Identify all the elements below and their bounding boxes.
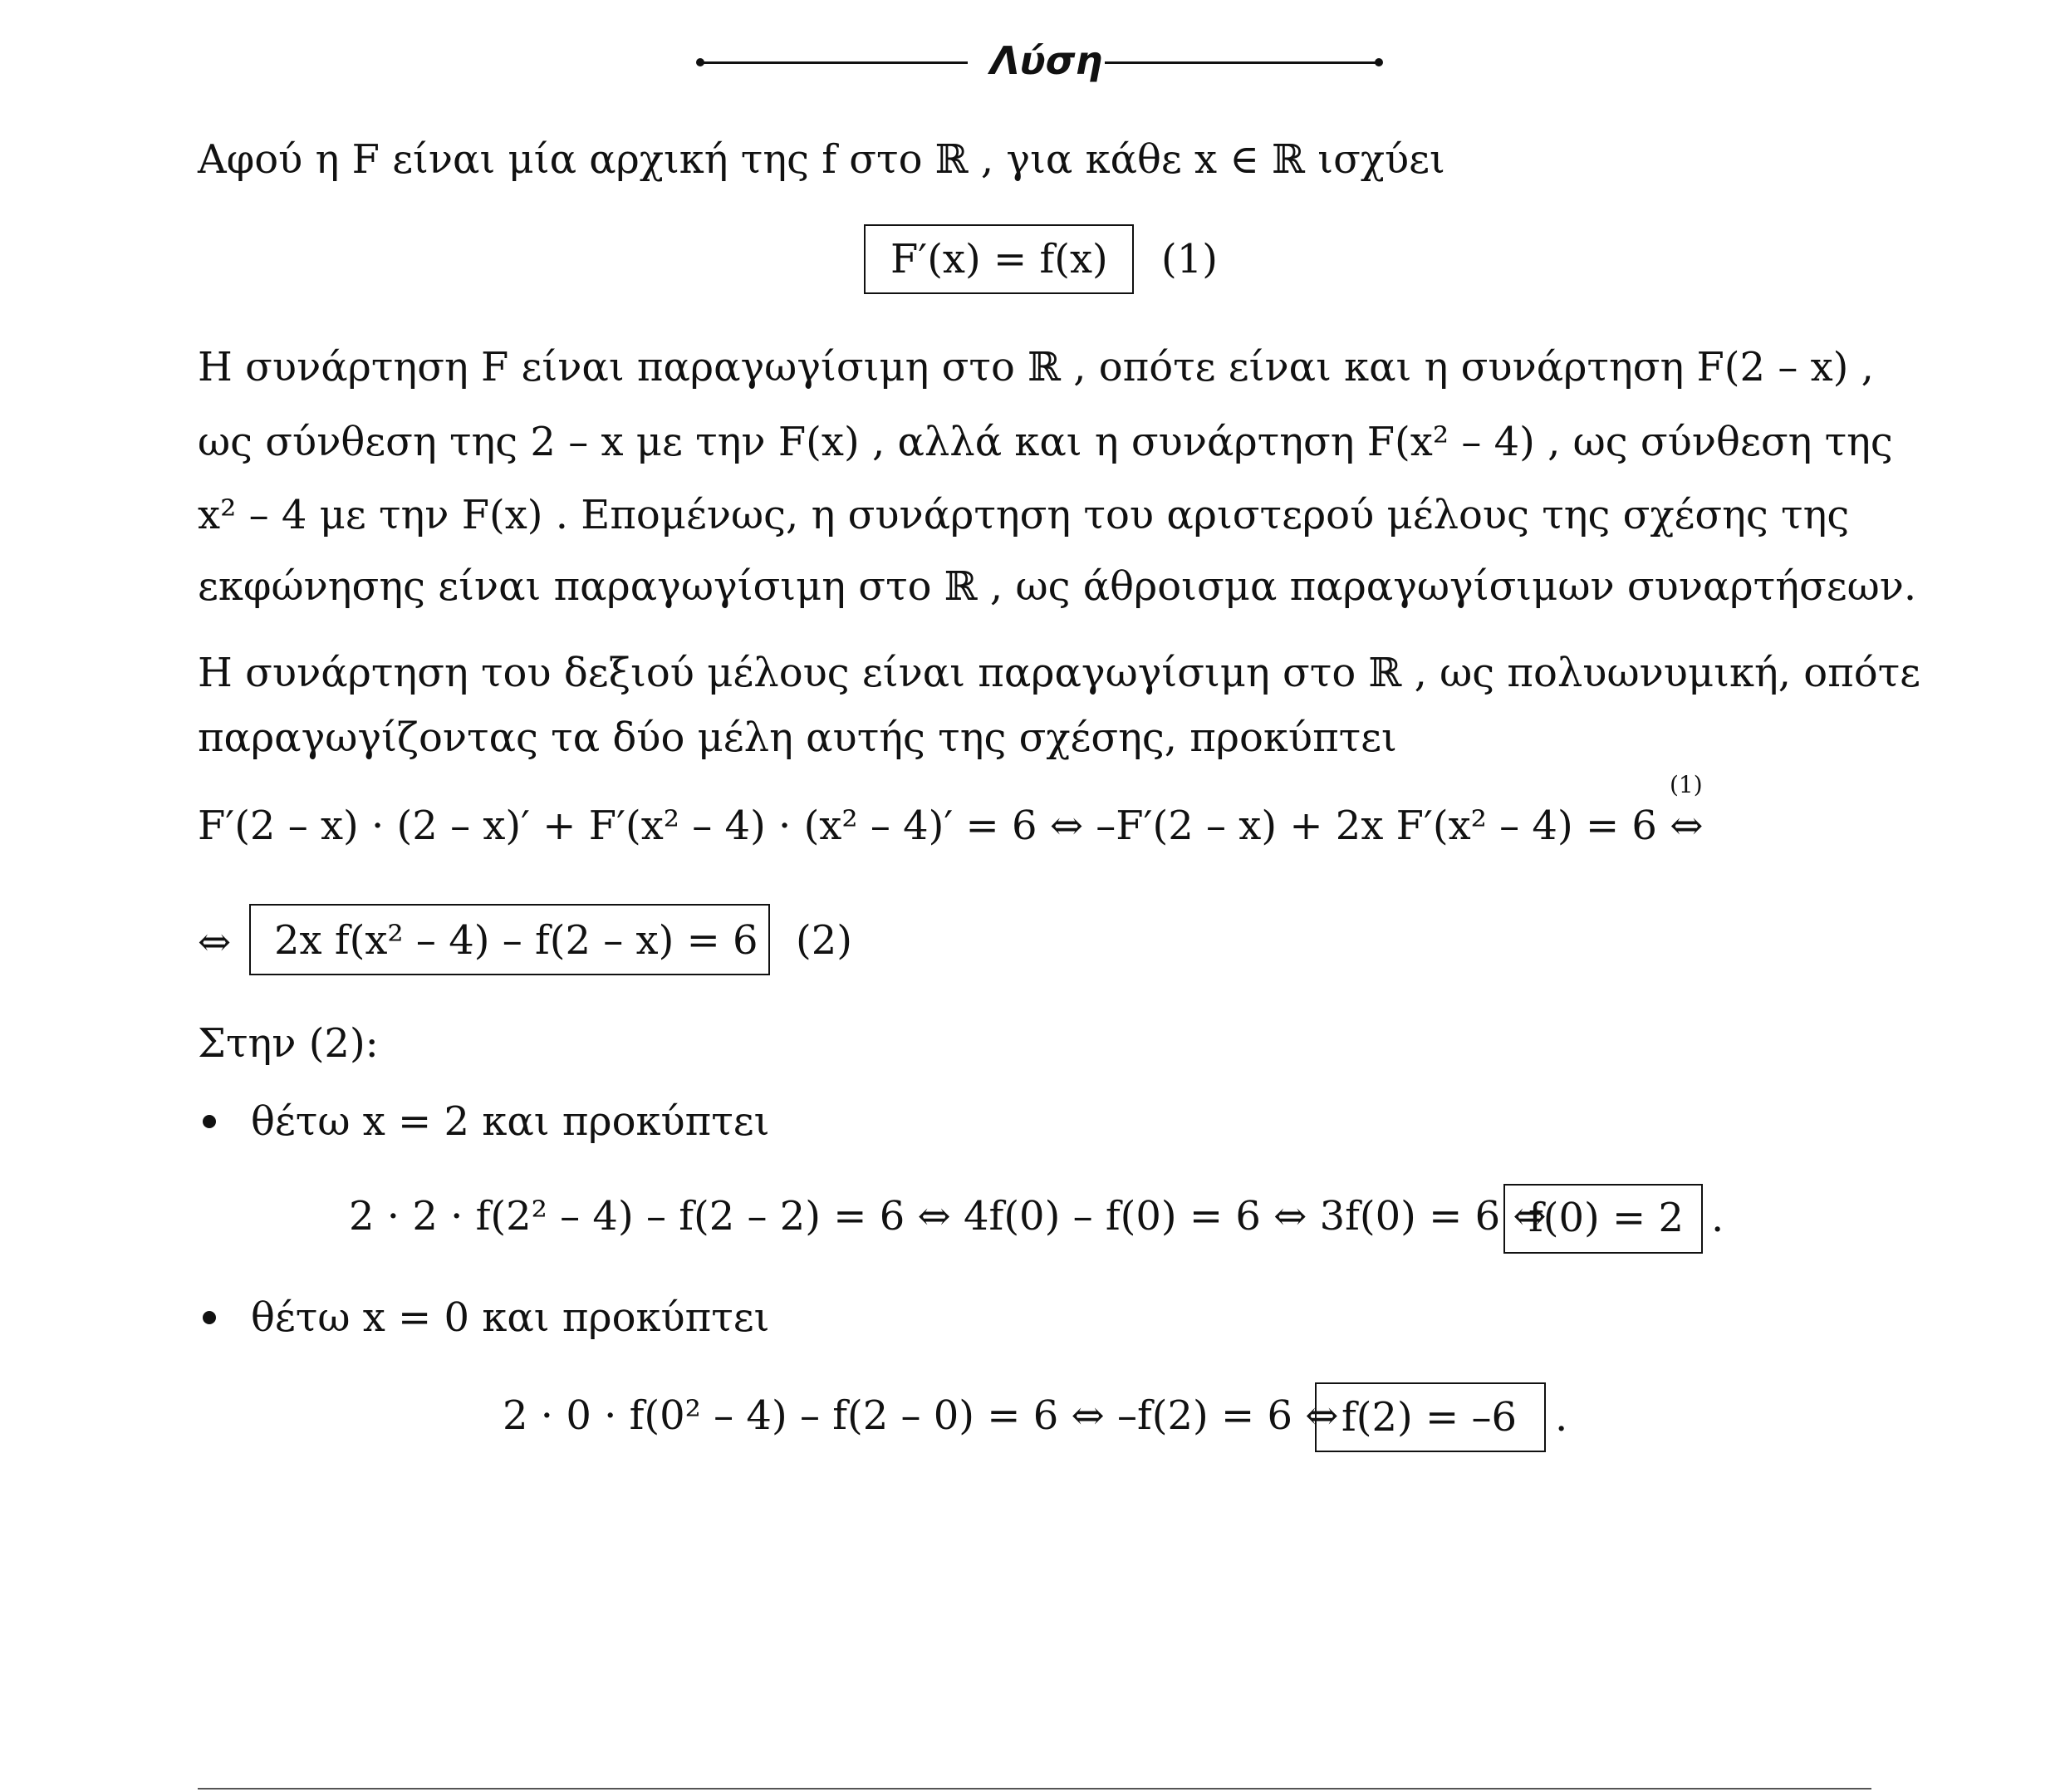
eq2-prefix: ⇔ [198, 919, 232, 965]
bullet-1-calc: 2 · 2 · f(2² – 4) – f(2 – 2) = 6 ⇔ 4f(0) – f(0) = 6 ⇔ 3f(0) = 6 ⇔ [349, 1193, 1547, 1240]
derivation-over-label: (1) [1670, 771, 1703, 798]
in-eq2-label: Στην (2): [198, 1020, 379, 1067]
eq1-formula: F′(x) = f(x) [890, 236, 1108, 282]
bullet-2-dot [203, 1311, 216, 1324]
para1-line-4: εκφώνησης είναι παραγωγίσιμη στο ℝ , ως άθροισμα παραγωγίσιμων συναρτήσεων. [198, 563, 1917, 610]
title-rule-left-dot [696, 58, 704, 66]
title-rule-left [700, 61, 968, 64]
intro-text: Αφού η F είναι μία αρχική της f στο ℝ , για κάθε x ∈ ℝ ισχύει [198, 136, 1445, 183]
bullet-1-text: θέτω x = 2 και προκύπτει [251, 1098, 770, 1145]
para1-line-1: Η συνάρτηση F είναι παραγωγίσιμη στο ℝ , οπότε είναι και η συνάρτηση F(2 – x) , [198, 344, 1874, 390]
bullet-1-dot [203, 1115, 216, 1128]
bullet-2-result: f(2) = –6 [1341, 1394, 1518, 1441]
bullet-1-end: . [1711, 1195, 1724, 1241]
bullet-2-calc: 2 · 0 · f(0² – 4) – f(2 – 0) = 6 ⇔ –f(2) = 6 ⇔ [503, 1392, 1339, 1439]
derivation-line: F′(2 – x) · (2 – x)′ + F′(x² – 4) · (x² – 4)′ = 6 ⇔ –F′(2 – x) + 2x F′(x² – 4) = 6 ⇔ [198, 803, 1704, 849]
title-rule-right [1105, 61, 1379, 64]
para1-line-2: ως σύνθεση της 2 – x με την F(x) , αλλά και η συνάρτηση F(x² – 4) , ως σύνθεση της [198, 419, 1893, 465]
eq2-tag: (2) [796, 917, 852, 964]
eq2-formula: 2x f(x² – 4) – f(2 – x) = 6 [274, 917, 758, 964]
bullet-2-text: θέτω x = 0 και προκύπτει [251, 1294, 770, 1341]
title-rule-right-dot [1375, 58, 1383, 66]
para2-line-2: παραγωγίζοντας τα δύο μέλη αυτής της σχέσης, προκύπτει [198, 714, 1397, 761]
para1-line-3: x² – 4 με την F(x) . Επομένως, η συνάρτηση του αριστερού μέλους της σχέσης της [198, 492, 1850, 538]
bullet-1-result: f(0) = 2 [1528, 1195, 1685, 1241]
bullet-2-end: . [1555, 1394, 1568, 1441]
para2-line-1: Η συνάρτηση του δεξιού μέλους είναι παραγωγίσιμη στο ℝ , ως πολυωνυμική, οπότε [198, 650, 1921, 696]
solution-title: Λύση [990, 38, 1103, 83]
eq1-tag: (1) [1161, 236, 1218, 282]
bottom-divider [198, 1788, 1871, 1790]
